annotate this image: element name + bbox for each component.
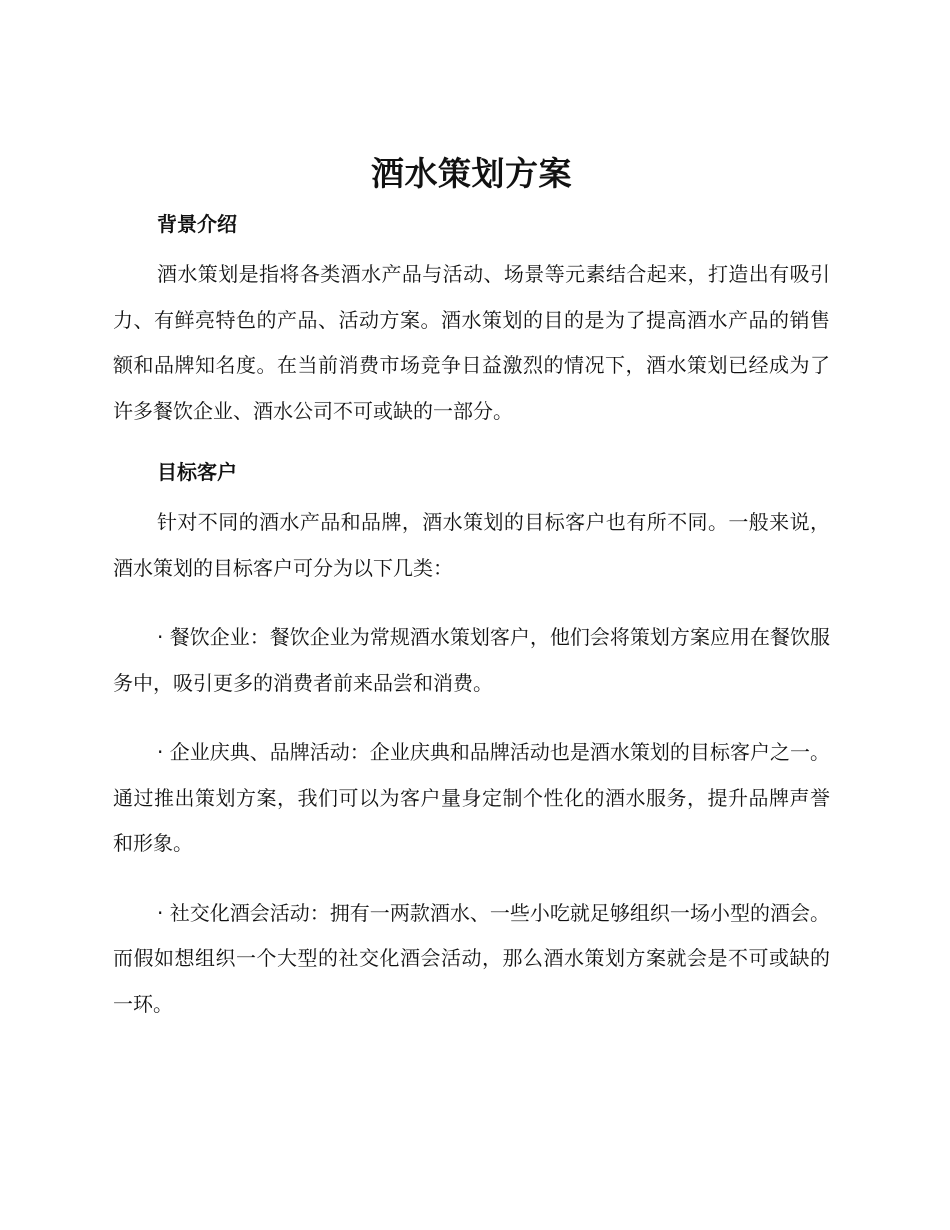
paragraph-target-customers-intro: 针对不同的酒水产品和品牌，酒水策划的目标客户也有所不同。一般来说，酒水策划的目标客户可分为以下几类： (113, 510, 830, 580)
section-heading-target-customers: 目标客户 (157, 460, 237, 484)
list-item-catering-companies: · 餐饮企业：餐饮企业为常规酒水策划客户，他们会将策划方案应用在餐饮服务中，吸引更多的消费者前来品尝和消费。 (113, 625, 830, 695)
section-heading-background: 背景介绍 (157, 212, 237, 236)
document-title: 酒水策划方案 (371, 154, 572, 193)
list-item-social-wine-events: · 社交化酒会活动：拥有一两款酒水、一些小吃就足够组织一场小型的酒会。而假如想组织一个大型的社交化酒会活动，那么酒水策划方案就会是不可或缺的一环。 (113, 900, 830, 1016)
list-item-corporate-events: · 企业庆典、品牌活动：企业庆典和品牌活动也是酒水策划的目标客户之一。通过推出策划方案，我们可以为客户量身定制个性化的酒水服务，提升品牌声誉和形象。 (113, 740, 830, 855)
paragraph-background-intro: 酒水策划是指将各类酒水产品与活动、场景等元素结合起来，打造出有吸引力、有鲜亮特色的产品、活动方案。酒水策划的目的是为了提高酒水产品的销售额和品牌知名度。在当前消费市场竞争日益激烈的情况下，酒水策划已经成为了许多餐饮企业、酒水公司不可或缺的一部分。 (113, 262, 830, 423)
